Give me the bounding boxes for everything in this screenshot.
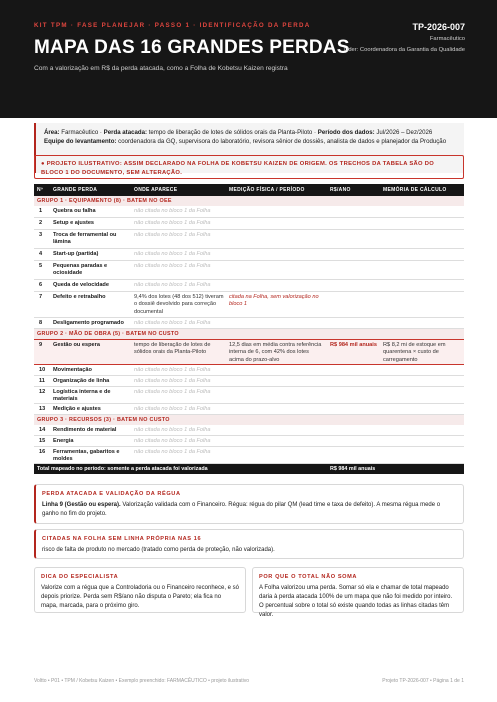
row-where: não citada no bloco 1 da Folha — [134, 282, 211, 288]
table-row — [34, 447, 464, 464]
table-row — [34, 206, 464, 218]
card-text: Valorize com a régua que a Controladoria ou o Financeiro reconhece, e só depois priorize. Perda sem R$/ano não disputa o Pareto; ela fica no mapa, marcada, para o próximo giro. — [41, 585, 240, 610]
card-text: risco de falta de produto no mercado (tratado como perda de proteção, não valorizada). — [42, 547, 275, 554]
row-loss: Energia — [53, 438, 74, 444]
row-number: 9 — [39, 342, 43, 348]
row-number: 13 — [39, 406, 46, 412]
table-row — [34, 292, 464, 318]
group-labor: GRUPO 2 · MÃO DE OBRA (5) · BATEM NO CUSTO — [34, 329, 464, 339]
row-number: 16 — [39, 449, 46, 455]
card-bold: Linha 9 (Gestão ou espera). — [42, 502, 121, 509]
group-equipment: GRUPO 1 · EQUIPAMENTO (8) · BATEM NO OEE — [34, 196, 464, 206]
card-expert-tip — [34, 567, 246, 613]
row-loss: Movimentação — [53, 367, 92, 373]
area-value: Farmacêutico · — [61, 129, 102, 136]
row-number: 4 — [39, 251, 43, 257]
row-where: não citada no bloco 1 da Folha — [134, 449, 211, 455]
row-loss: Queda de velocidade — [53, 282, 109, 288]
card-why-total — [252, 567, 464, 619]
attacked-value: tempo de liberação de lotes de sólidos orais da Planta-Piloto · — [148, 129, 317, 136]
row-loss: Start-up (partida) — [53, 251, 99, 257]
row-where: tempo de liberação de lotes de sólidos orais da Planta-Piloto — [134, 342, 211, 356]
table-header — [34, 184, 464, 196]
row-loss: Medição e ajustes — [53, 406, 101, 412]
table-row — [34, 261, 464, 280]
row-loss: Desligamento programado — [53, 320, 124, 326]
project-code: TP-2026-007 — [412, 22, 465, 32]
page-title: MAPA DAS 16 GRANDES PERDAS — [34, 37, 350, 58]
footer-left: Voltto • P01 • TPM / Kobetsu Kaizen • Exemplo preenchido: FARMACÊUTICO • projeto ilustrativo — [34, 678, 250, 684]
group-resources: GRUPO 3 · RECURSOS (3) · BATEM NO CUSTO — [34, 415, 464, 425]
col-memory: MEMÓRIA DE CÁLCULO — [383, 187, 447, 193]
row-where: não citada no bloco 1 da Folha — [134, 427, 211, 433]
row-number: 14 — [39, 427, 46, 433]
card-text: A Folha valorizou uma perda. Somar só ela e chamar de total mapeado daria à perda atacada 100% de um mapa que não foi medido por inteiro. O percentual sobre o total só existe quando todas as linhas citadas têm valor. — [259, 585, 453, 619]
col-measure: MEDIÇÃO FÍSICA / PERÍODO — [229, 187, 305, 193]
losses-table — [34, 184, 464, 474]
col-where: ONDE APARECE — [134, 187, 178, 193]
row-money: R$ 984 mil anuais — [330, 342, 377, 348]
row-number: 1 — [39, 208, 43, 214]
row-number: 7 — [39, 294, 43, 300]
row-number: 15 — [39, 438, 46, 444]
table-row — [34, 436, 464, 447]
row-where: não citada no bloco 1 da Folha — [134, 406, 211, 412]
row-measure: citada na Folha, sem valorização no bloco 1 — [229, 294, 319, 308]
card-title: POR QUE O TOTAL NÃO SOMA — [259, 574, 357, 580]
row-loss: Ferramentas, gabaritos e moldes — [53, 449, 120, 463]
leader-label: Líder: Coordenadora da Garantia da Qualidade — [343, 47, 465, 53]
card-attacked-loss — [34, 484, 464, 524]
col-number: Nº — [37, 187, 44, 193]
row-number: 2 — [39, 220, 43, 226]
footer-right: Projeto TP-2026-007 • Página 1 de 1 — [382, 678, 464, 684]
sector-label: Farmacêutico — [429, 36, 465, 42]
row-where: não citada no bloco 1 da Folha — [134, 438, 211, 444]
row-where: não citada no bloco 1 da Folha — [134, 208, 211, 214]
row-number: 5 — [39, 263, 43, 269]
row-where: não citada no bloco 1 da Folha — [134, 378, 211, 384]
card-text: Valorização validada com o Financeiro. Régua: régua do pilar QM (lead time e taxa de defeito). A mesma régua mede o ganho no fim do projeto. — [42, 502, 441, 518]
total-value: R$ 984 mil anuais — [330, 466, 376, 472]
card-title: CITADAS NA FOLHA SEM LINHA PRÓPRIA NAS 16 — [42, 536, 202, 542]
row-loss: Defeito e retrabalho — [53, 294, 106, 300]
table-row — [34, 230, 464, 249]
kicker: KIT TPM · FASE PLANEJAR · PASSO 1 · IDENTIFICAÇÃO DA PERDA — [34, 22, 311, 29]
team-value: coordenadora da GQ, supervisora do laboratório, revisora sênior de dossiês, analista de dados e planejador da Produção — [118, 138, 447, 146]
row-loss: Organização de linha — [53, 378, 110, 384]
period-label: Período dos dados: — [317, 129, 375, 136]
row-loss: Logística interna e de materiais — [53, 389, 111, 403]
team-label: Equipe do levantamento: — [44, 138, 117, 146]
table-row — [34, 404, 464, 415]
row-memory: R$ 8,2 mi de estoque em quarentena × custo de carregamento — [383, 342, 446, 363]
area-label: Área: — [44, 129, 60, 136]
row-where: não citada no bloco 1 da Folha — [134, 367, 211, 373]
illustrative-warning: ● PROJETO ILUSTRATIVO: ASSIM DECLARADO NA FOLHA DE KOBETSU KAIZEN DE ORIGEM. OS TRECHOS DA TABELA SÃO DO BLOCO 1 DO DOCUMENTO, SEM ALTERAÇÃO. — [34, 155, 464, 179]
row-loss: Pequenas paradas e ociosidade — [53, 263, 108, 277]
table-row — [34, 387, 464, 404]
row-number: 11 — [39, 378, 45, 384]
row-where: não citada no bloco 1 da Folha — [134, 389, 211, 395]
table-row — [34, 280, 464, 292]
row-loss: Quebra ou falha — [53, 208, 96, 214]
row-where: não citada no bloco 1 da Folha — [134, 320, 211, 326]
row-number: 8 — [39, 320, 43, 326]
total-row — [34, 464, 464, 474]
row-number: 3 — [39, 232, 43, 238]
row-where: não citada no bloco 1 da Folha — [134, 263, 211, 269]
table-row-attacked — [34, 339, 464, 365]
card-cited-losses — [34, 529, 464, 559]
row-where: 9,4% dos lotes (48 dos 512) tiveram o dossiê devolvido para correção documental — [134, 294, 224, 315]
card-title: DICA DO ESPECIALISTA — [41, 574, 119, 580]
table-row — [34, 376, 464, 387]
row-number: 12 — [39, 389, 46, 395]
row-where: não citada no bloco 1 da Folha — [134, 251, 211, 257]
attacked-label: Perda atacada: — [103, 129, 147, 136]
page-subtitle: Com a valorização em R$ da perda atacada, como a Folha de Kobetsu Kaizen registra — [34, 65, 288, 72]
row-loss: Rendimento de material — [53, 427, 117, 433]
row-loss: Setup e ajustes — [53, 220, 95, 226]
row-measure: 12,5 dias em média contra referência interna de 6, com 42% dos lotes acima do prazo-alvo — [229, 342, 322, 363]
col-loss: GRANDE PERDA — [53, 187, 98, 193]
header-band — [0, 0, 497, 118]
table-row — [34, 318, 464, 329]
row-loss: Gestão ou espera — [53, 342, 100, 348]
period-value: Jul/2026 – Dez/2026 — [376, 129, 433, 136]
table-row — [34, 425, 464, 436]
row-where: não citada no bloco 1 da Folha — [134, 220, 211, 226]
table-row — [34, 365, 464, 376]
col-money: R$/ANO — [330, 187, 351, 193]
table-row — [34, 218, 464, 230]
row-number: 10 — [39, 367, 46, 373]
row-number: 6 — [39, 282, 43, 288]
total-label: Total mapeado no período: somente a perda atacada foi valorizada — [37, 466, 208, 472]
card-title: PERDA ATACADA E VALIDAÇÃO DA RÉGUA — [42, 491, 181, 497]
row-loss: Troca de ferramental ou lâmina — [53, 232, 117, 246]
table-row — [34, 249, 464, 261]
row-where: não citada no bloco 1 da Folha — [134, 232, 211, 238]
